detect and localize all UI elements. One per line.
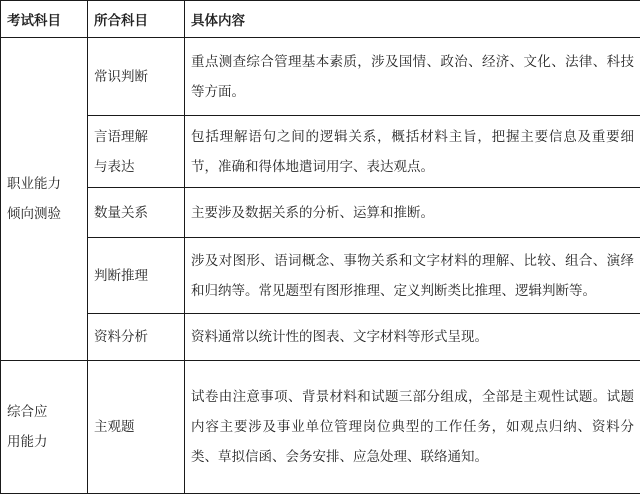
content-cell: 试卷由注意事项、背景材料和试题三部分组成，全部是主观性试题。试题内容主要涉及事业单位管理岗位典型的工作任务，如观点归纳、资料分类、草拟信函、会务安排、应急处理、联络通知。 [185,361,640,494]
table-header-row [1,1,640,38]
header-exam-subject: 考试科目 [1,1,88,38]
sub-subject-cell: 判断推理 [88,238,185,314]
header-content: 具体内容 [185,1,640,38]
table-row [1,314,640,361]
subject-label: 综合应 用能力 [7,397,81,457]
sub-subject-cell: 资料分析 [88,314,185,361]
content-cell: 包括理解语句之间的逻辑关系，概括材料主旨，把握主要信息及重要细节，准确和得体地遣词用字、表达观点。 [185,116,640,188]
sub-subject-cell: 主观题 [88,361,185,494]
content-cell: 重点测查综合管理基本素质，涉及国情、政治、经济、文化、法律、科技等方面。 [185,38,640,116]
content-cell: 涉及对图形、语词概念、事物关系和文字材料的理解、比较、组合、演绎和归纳等。常见题型有图形推理、定义判断类比推理、逻辑判断等。 [185,238,640,314]
sub-subject-cell: 常识判断 [88,38,185,116]
table-row [1,238,640,314]
sub-subject-cell: 数量关系 [88,188,185,238]
content-cell: 资料通常以统计性的图表、文字材料等形式呈现。 [185,314,640,361]
table-row [1,38,640,116]
table-row [1,116,640,188]
sub-subject-cell: 言语理解 与表达 [88,116,185,188]
content-cell: 主要涉及数据关系的分析、运算和推断。 [185,188,640,238]
table-row [1,361,640,494]
table-row [1,188,640,238]
subject-cell [1,38,88,361]
header-sub-subject: 所合科目 [88,1,185,38]
subject-cell [1,361,88,494]
subject-label: 职业能力 倾向测验 [7,169,81,229]
